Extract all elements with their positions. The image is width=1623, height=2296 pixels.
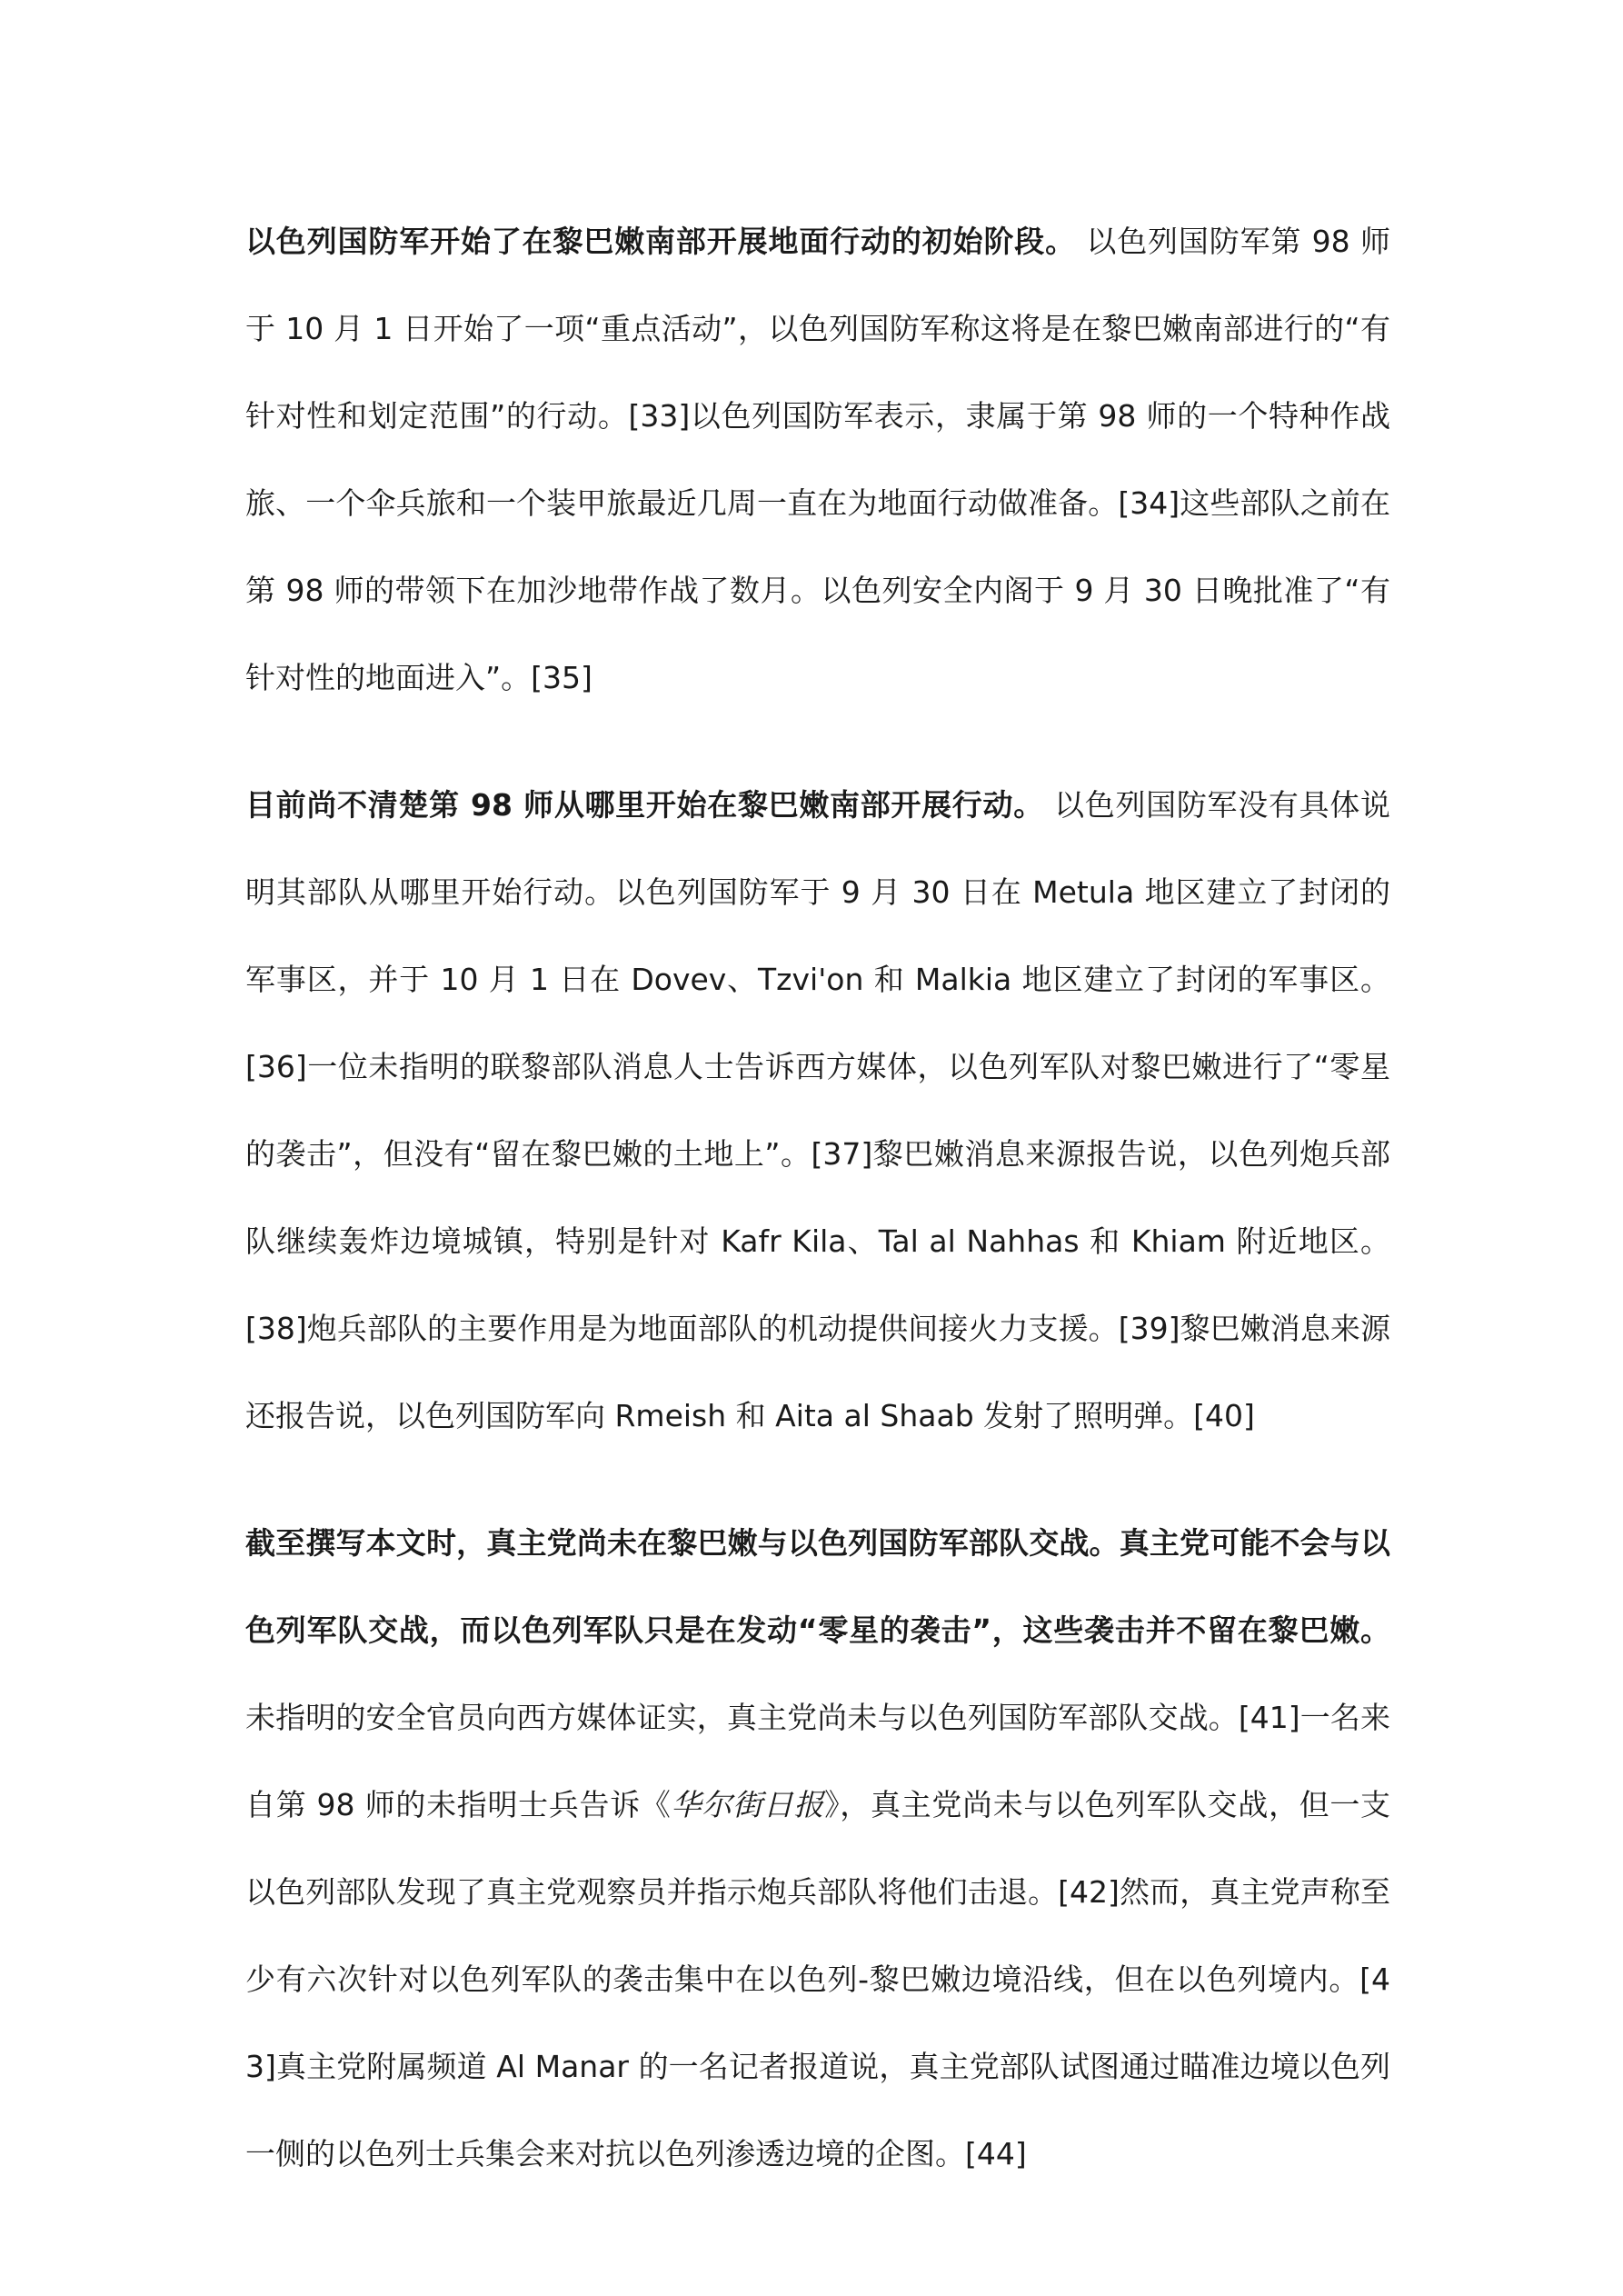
document-body (245, 198, 1390, 2238)
paragraph-lead: 截至撰写本文时，真主党尚未在黎巴嫩与以色列国防军部队交战。真主党可能不会与以色列军队交战，而以色列军队只是在发动“零星的袭击”，这些袭击并不留在黎巴嫩。 (245, 1525, 1390, 1648)
paragraph-lead: 目前尚不清楚第 98 师从哪里开始在黎巴嫩南部开展行动。 (245, 787, 1044, 823)
paragraph-body-after: 》，真主党尚未与以色列军队交战，但一支以色列部队发现了真主党观察员并指示炮兵部队将他们击退。[42]然而，真主党声称至少有六次针对以色列军队的袭击集中在以色列-黎巴嫩边境沿线，但在以色列境内。[43]真主党附属频道 Al Manar 的一名记者报道说，真主党部队试图通过瞄准边境以色列一侧的以色列士兵集会来对抗以色列渗透边境的企图。[44] (245, 1787, 1391, 2171)
paragraph-body: 以色列国防军没有具体说明其部队从哪里开始行动。以色列国防军于 9 月 30 日在 Metula 地区建立了封闭的军事区，并于 10 月 1 日在 Dovev、Tzvi'on 和 Malkia 地区建立了封闭的军事区。[36]一位未指明的联黎部队消息人士告诉西方媒体，以色列军队对黎巴嫩进行了“零星的袭击”，但没有“留在黎巴嫩的土地上”。[37]黎巴嫩消息来源报告说，以色列炮兵部队继续轰炸边境城镇，特别是针对 Kafr Kila、Tal al Nahhas 和 Khiam 附近地区。[38]炮兵部队的主要作用是为地面部队的机动提供间接火力支援。[39]黎巴嫩消息来源还报告说，以色列国防军向 Rmeish 和 Aita al Shaab 发射了照明弹。[40] (245, 787, 1390, 1433)
paragraph-operation-start (245, 762, 1390, 1460)
paragraph-ground-operation (245, 198, 1390, 722)
paragraph-lead: 以色列国防军开始了在黎巴嫩南部开展地面行动的初始阶段。 (245, 224, 1076, 259)
paragraph-body-before: 未指明的安全官员向西方媒体证实，真主党尚未与以色列国防军部队交战。[41]一名来自第 98 师的未指明士兵告诉《 (245, 1700, 1390, 1822)
publication-title: 华尔街日报 (671, 1787, 825, 1822)
paragraph-body: 以色列国防军第 98 师于 10 月 1 日开始了一项“重点活动”，以色列国防军称这将是在黎巴嫩南部进行的“有针对性和划定范围”的行动。[33]以色列国防军表示，隶属于第 98 师的一个特种作战旅、一个伞兵旅和一个装甲旅最近几周一直在为地面行动做准备。[34]这些部队之前在第 98 师的带领下在加沙地带作战了数月。以色列安全内阁于 9 月 30 日晚批准了“有针对性的地面进入”。[35] (245, 224, 1390, 695)
paragraph-hezbollah-engagement (245, 1500, 1390, 2198)
